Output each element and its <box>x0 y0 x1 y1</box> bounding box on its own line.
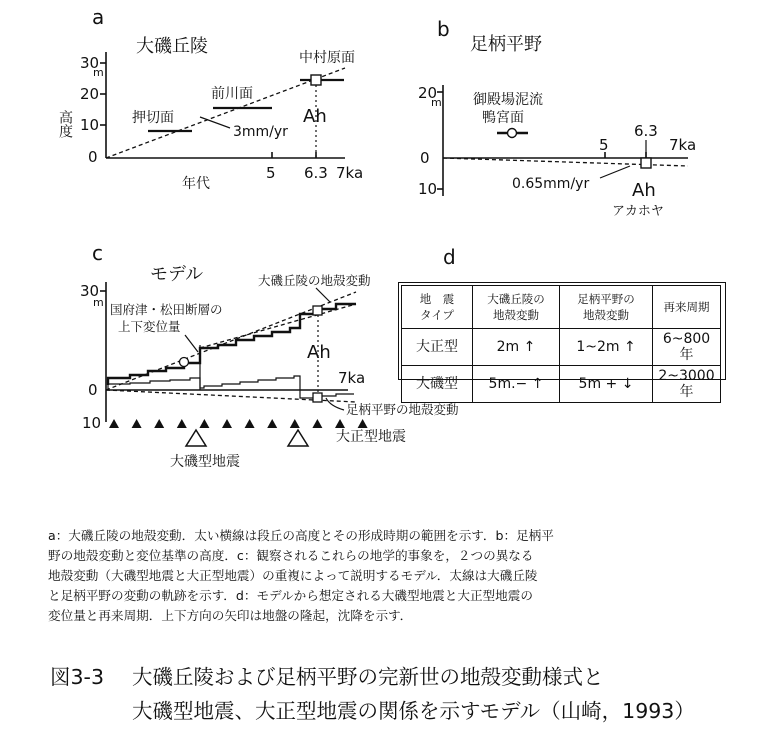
taisho-eq-triangle <box>132 419 142 428</box>
panel-a-ah-marker <box>311 75 321 85</box>
panel-c-taisho-eq-row <box>109 419 368 428</box>
panel-c-gotemba-marker <box>180 358 189 367</box>
panel-d-letter: d <box>443 245 456 269</box>
panel-c-title: モデル <box>150 264 204 285</box>
panel-c-ytick-0: 0 <box>88 381 98 399</box>
table-cell: 1~2m ↑ <box>560 329 653 366</box>
panel-c-fault-leader <box>185 335 198 352</box>
panel-a-xtick-63: 6.3 <box>304 164 328 182</box>
panel-b-ytick-10: 10 <box>418 180 438 198</box>
panel-c-oiso-eq-triangle-1 <box>186 430 206 446</box>
panel-b-rate: 0.65mm/yr <box>512 176 590 192</box>
panel-b-xtick-7ka: 7ka <box>669 136 697 154</box>
panel-a-xtick-7ka: 7ka <box>336 164 364 182</box>
header-ashigara: 足柄平野の 地殻変動 <box>577 292 635 322</box>
panel-a-letter: a <box>92 5 105 29</box>
panel-a-ytick-20: 20 <box>80 85 100 103</box>
table-cell: 6~800年 <box>653 329 721 366</box>
panel-c-oiso-upper-trend <box>200 304 356 348</box>
panel-c-yunit: m <box>93 296 104 309</box>
panel-c-taisho-eq-label: 大正型地震 <box>336 429 406 445</box>
header-oiso: 大磯丘陵の 地殻変動 <box>487 292 545 322</box>
taisho-eq-triangle <box>199 419 209 428</box>
panel-c-ashigara-curve-label: 足柄平野の地殻変動 <box>346 402 459 417</box>
taisho-eq-triangle <box>222 419 232 428</box>
panel-c-oiso-curve-label: 大磯丘陵の地殻変動 <box>258 273 371 288</box>
panel-b-letter: b <box>437 17 450 41</box>
table-cell: 2m ↑ <box>473 329 560 366</box>
panel-a-ytick-0: 0 <box>88 148 98 166</box>
panel-b-flow-label-1: 御殿場泥流 <box>473 92 543 108</box>
table-cell: 2~3000年 <box>653 366 721 403</box>
panel-a-xlabel: 年代 <box>182 176 210 192</box>
panel-c-fault-label-1: 国府津・松田断層の <box>110 302 223 317</box>
panel-c-ah-marker-lower <box>313 393 322 402</box>
panel-b-ytick-0: 0 <box>420 149 430 167</box>
taisho-eq-triangle <box>109 419 119 428</box>
panel-a-yunit: m <box>93 66 104 79</box>
table-row <box>402 329 721 366</box>
panel-b-title: 足柄平野 <box>470 34 542 55</box>
caption-line: と足柄平野の変動の軌跡を示す．d：モデルから想定される大磯型地震と大正型地震の <box>48 588 533 603</box>
taisho-eq-triangle <box>267 419 277 428</box>
panel-b-yunit: m <box>431 96 442 109</box>
table-header-row <box>402 286 721 329</box>
panel-b-flow-label-2: 鴨宮面 <box>482 110 524 126</box>
figure-number: 図3-3 <box>50 665 104 689</box>
panel-c-ah-marker-upper <box>313 306 322 315</box>
panel-b-xtick-5: 5 <box>599 136 609 154</box>
panel-c-letter: c <box>92 241 103 265</box>
panel-c-oiso-eq-label: 大磯型地震 <box>170 454 240 470</box>
figure-title-line-2: 大磯型地震、大正型地震の関係を示すモデル（山崎，1993） <box>132 699 695 723</box>
caption-line: 野の地殻変動と変位基準の高度．c：観察されるこれらの地学的事象を，２つの異なる <box>48 548 534 563</box>
table-cell: 大磯型 <box>402 366 473 403</box>
table-header-cell <box>560 286 653 329</box>
panel-b-gotemba-marker <box>508 129 517 138</box>
panel-a-rate: 3mm/yr <box>233 124 288 140</box>
table-header-cell <box>653 286 721 329</box>
table-header-cell <box>402 286 473 329</box>
panel-a-label-maekawa: 前川面 <box>211 86 253 102</box>
taisho-eq-triangle <box>335 419 345 428</box>
caption-line: 地殻変動（大磯型地震と大正型地震）の重複によって説明するモデル．太線は大磯丘陵 <box>48 568 538 583</box>
caption-line: a：大磯丘陵の地殻変動．太い横線は段丘の高度とその形成時期の範囲を示す．b：足柄平 <box>48 528 554 543</box>
panel-a-title: 大磯丘陵 <box>136 36 208 57</box>
panel-b-xtick-63: 6.3 <box>634 122 658 140</box>
caption-line: 変位量と再来周期．上下方向の矢印は地盤の隆起，沈降を示す． <box>48 608 413 623</box>
panel-a-ytick-30: 30 <box>80 54 100 72</box>
panel-c-ashigara-leader <box>326 398 344 410</box>
figure-title-line-1: 大磯丘陵および足柄平野の完新世の地殻変動様式と <box>132 665 604 689</box>
panel-a-label-nakamurahara: 中村原面 <box>299 50 355 66</box>
panel-c-ytick-10: 10 <box>82 414 102 432</box>
table-cell: 大正型 <box>402 329 473 366</box>
taisho-eq-triangle <box>358 419 368 428</box>
panel-b-ah-label: Ah <box>632 180 656 201</box>
panel-b <box>418 17 696 219</box>
panel-c-ah-label: Ah <box>307 342 331 363</box>
taisho-eq-triangle <box>290 419 300 428</box>
panel-c-oiso-eq-triangle-2 <box>288 430 308 446</box>
panel-d-table <box>401 285 721 403</box>
panel-b-ytick-20: 20 <box>418 84 438 102</box>
panel-a-ytick-10: 10 <box>80 116 100 134</box>
table-row <box>402 366 721 403</box>
taisho-eq-triangle <box>245 419 255 428</box>
panel-b-ah-name: アカホヤ <box>612 204 664 219</box>
panel-a-ah-label: Ah <box>303 106 327 127</box>
panel-a-rate-leader <box>200 117 230 128</box>
taisho-eq-triangle <box>154 419 164 428</box>
header-recurrence: 再来周期 <box>663 300 710 314</box>
panel-b-ah-marker <box>641 158 651 168</box>
table-cell: 5m.− ↑ <box>473 366 560 403</box>
table-cell: 5m + ↓ <box>560 366 653 403</box>
panel-a-label-oshikiri: 押切面 <box>132 110 174 126</box>
panel-a-xtick-5: 5 <box>266 164 276 182</box>
figure-caption <box>48 526 738 626</box>
panel-c-oiso-leader <box>316 288 330 302</box>
panel-c-xtick-7ka: 7ka <box>338 369 366 387</box>
taisho-eq-triangle <box>312 419 322 428</box>
panel-a <box>57 5 363 192</box>
taisho-eq-triangle <box>177 419 187 428</box>
panel-c-ytick-30: 30 <box>80 282 100 300</box>
figure-title <box>50 660 750 728</box>
figure-title-row-1 <box>50 660 750 694</box>
header-eq-type: 地 震 タイプ <box>419 292 455 322</box>
panel-b-rate-leader <box>600 166 630 178</box>
table-header-cell <box>473 286 560 329</box>
panel-c-fault-label-2: 上下変位量 <box>118 319 181 334</box>
panel-a-ylabel: 高度 <box>57 110 73 138</box>
